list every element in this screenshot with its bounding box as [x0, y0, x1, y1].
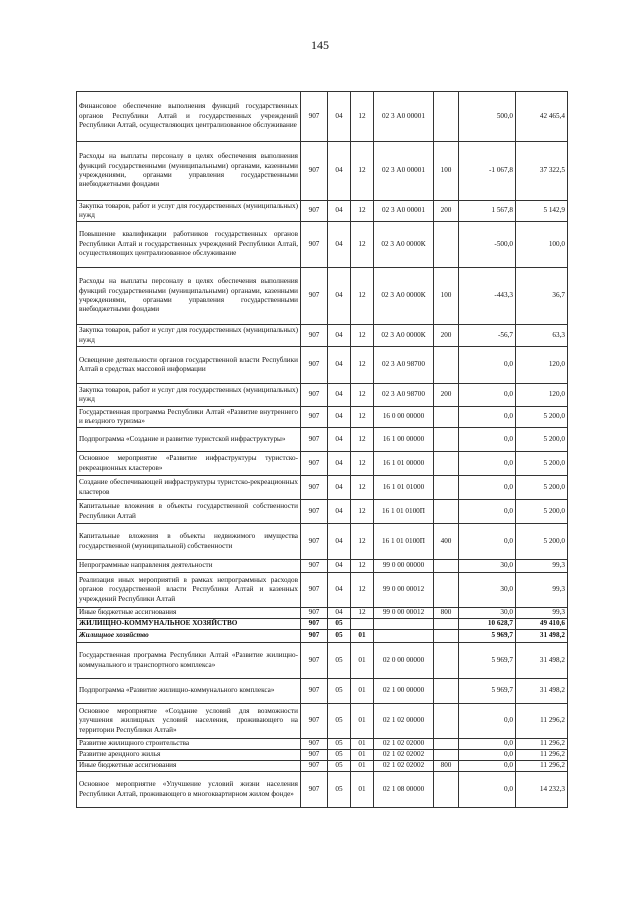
row-target-article: 02 3 А0 00001 — [374, 92, 434, 142]
row-name: Основное мероприятие «Развитие инфраструктуры туристско-рекреационных кластеров» — [77, 452, 301, 476]
row-expense-type — [434, 619, 459, 630]
row-total-amount: 5 200,0 — [516, 452, 568, 476]
row-change-amount: 0,0 — [459, 750, 516, 761]
row-subsection-code: 01 — [351, 630, 374, 643]
row-section-code: 05 — [328, 630, 351, 643]
row-section-code: 04 — [328, 222, 351, 268]
row-change-amount: -500,0 — [459, 222, 516, 268]
row-expense-type — [434, 452, 459, 476]
row-name: Расходы на выплаты персоналу в целях обеспечения выполнения функций государственными (муниципальными) органами, казенными учреждениями, органами управления государственными внебюджетными фондами — [77, 142, 301, 201]
row-name: Расходы на выплаты персоналу в целях обеспечения выполнения функций государственными (муниципальными) органами, казенными учреждениями, органами управления государственными внебюджетными фондами — [77, 268, 301, 325]
row-name: Создание обеспечивающей инфраструктуры туристско-рекреационных кластеров — [77, 476, 301, 500]
row-target-article: 99 0 00 00012 — [374, 608, 434, 619]
row-ved-code: 907 — [301, 268, 328, 325]
row-section-code: 04 — [328, 384, 351, 407]
row-total-amount: 5 200,0 — [516, 500, 568, 524]
row-subsection-code: 12 — [351, 407, 374, 428]
row-target-article: 02 3 А0 00001 — [374, 142, 434, 201]
row-target-article: 02 1 02 00000 — [374, 704, 434, 739]
row-expense-type — [434, 739, 459, 750]
row-total-amount: 11 296,2 — [516, 739, 568, 750]
row-ved-code: 907 — [301, 560, 328, 573]
row-total-amount: 5 200,0 — [516, 407, 568, 428]
row-subsection-code: 12 — [351, 92, 374, 142]
row-change-amount: 0,0 — [459, 772, 516, 808]
row-total-amount: 99,3 — [516, 560, 568, 573]
row-change-amount: 0,0 — [459, 761, 516, 772]
row-subsection-code: 12 — [351, 347, 374, 384]
row-expense-type: 800 — [434, 761, 459, 772]
row-total-amount: 42 465,4 — [516, 92, 568, 142]
row-total-amount: 36,7 — [516, 268, 568, 325]
row-change-amount: 0,0 — [459, 347, 516, 384]
row-name: Государственная программа Республики Алтай «Развитие внутреннего и въездного туризма» — [77, 407, 301, 428]
row-change-amount: 10 628,7 — [459, 619, 516, 630]
row-name: Подпрограмма «Развитие жилищно-коммунального комплекса» — [77, 679, 301, 704]
row-ved-code: 907 — [301, 407, 328, 428]
table-row — [77, 428, 568, 452]
row-section-code: 05 — [328, 679, 351, 704]
row-subsection-code — [351, 619, 374, 630]
row-target-article: 02 3 А0 0000К — [374, 268, 434, 325]
row-change-amount: 5 969,7 — [459, 679, 516, 704]
row-total-amount: 100,0 — [516, 222, 568, 268]
row-ved-code: 907 — [301, 573, 328, 608]
row-ved-code: 907 — [301, 761, 328, 772]
row-total-amount: 37 322,5 — [516, 142, 568, 201]
row-change-amount: -1 067,8 — [459, 142, 516, 201]
row-name: ЖИЛИЩНО-КОММУНАЛЬНОЕ ХОЗЯЙСТВО — [77, 619, 301, 630]
row-change-amount: 0,0 — [459, 384, 516, 407]
row-expense-type — [434, 407, 459, 428]
row-change-amount: 0,0 — [459, 476, 516, 500]
row-name: Закупка товаров, работ и услуг для государственных (муниципальных) нужд — [77, 201, 301, 222]
row-name: Иные бюджетные ассигнования — [77, 608, 301, 619]
row-name: Развитие жилищного строительства — [77, 739, 301, 750]
row-name: Капитальные вложения в объекты государственной собственности Республики Алтай — [77, 500, 301, 524]
row-subsection-code: 01 — [351, 739, 374, 750]
table-row — [77, 407, 568, 428]
row-subsection-code: 01 — [351, 750, 374, 761]
row-subsection-code: 12 — [351, 573, 374, 608]
table-row — [77, 630, 568, 643]
row-section-code: 04 — [328, 476, 351, 500]
row-subsection-code: 01 — [351, 761, 374, 772]
row-expense-type — [434, 500, 459, 524]
table-row — [77, 384, 568, 407]
row-name: Основное мероприятие «Улучшение условий жизни населения Республики Алтай, проживающего в многоквартирном жилом фонде» — [77, 772, 301, 808]
row-section-code: 04 — [328, 452, 351, 476]
row-target-article: 02 1 00 00000 — [374, 679, 434, 704]
budget-table — [76, 91, 568, 808]
row-subsection-code: 12 — [351, 428, 374, 452]
row-target-article: 02 1 02 02002 — [374, 750, 434, 761]
row-expense-type: 200 — [434, 384, 459, 407]
row-expense-type — [434, 347, 459, 384]
row-name: Иные бюджетные ассигнования — [77, 761, 301, 772]
row-expense-type: 100 — [434, 268, 459, 325]
row-ved-code: 907 — [301, 325, 328, 347]
table-row — [77, 679, 568, 704]
row-target-article: 16 1 01 00000 — [374, 452, 434, 476]
row-target-article: 02 0 00 00000 — [374, 643, 434, 679]
row-section-code: 04 — [328, 201, 351, 222]
row-change-amount: 0,0 — [459, 428, 516, 452]
row-name: Жилищное хозяйство — [77, 630, 301, 643]
row-target-article: 02 1 08 00000 — [374, 772, 434, 808]
row-ved-code: 907 — [301, 643, 328, 679]
row-expense-type — [434, 560, 459, 573]
row-ved-code: 907 — [301, 704, 328, 739]
budget-table-body — [77, 92, 568, 808]
row-section-code: 05 — [328, 643, 351, 679]
row-total-amount: 5 142,9 — [516, 201, 568, 222]
row-change-amount: 1 567,8 — [459, 201, 516, 222]
row-ved-code: 907 — [301, 750, 328, 761]
row-change-amount: 500,0 — [459, 92, 516, 142]
row-change-amount: 0,0 — [459, 739, 516, 750]
row-subsection-code: 12 — [351, 201, 374, 222]
row-subsection-code: 12 — [351, 325, 374, 347]
row-expense-type — [434, 772, 459, 808]
row-change-amount: 5 969,7 — [459, 643, 516, 679]
row-ved-code: 907 — [301, 452, 328, 476]
row-expense-type — [434, 573, 459, 608]
table-row — [77, 222, 568, 268]
row-expense-type — [434, 476, 459, 500]
table-row — [77, 619, 568, 630]
row-expense-type: 400 — [434, 524, 459, 560]
table-row — [77, 704, 568, 739]
row-section-code: 04 — [328, 428, 351, 452]
row-name: Закупка товаров, работ и услуг для государственных (муниципальных) нужд — [77, 325, 301, 347]
row-change-amount: 5 969,7 — [459, 630, 516, 643]
table-row — [77, 761, 568, 772]
table-row — [77, 347, 568, 384]
row-section-code: 05 — [328, 761, 351, 772]
row-section-code: 05 — [328, 772, 351, 808]
row-change-amount: 30,0 — [459, 560, 516, 573]
row-total-amount: 11 296,2 — [516, 704, 568, 739]
row-section-code: 04 — [328, 325, 351, 347]
row-subsection-code: 01 — [351, 704, 374, 739]
row-total-amount: 31 498,2 — [516, 679, 568, 704]
row-change-amount: 0,0 — [459, 524, 516, 560]
row-ved-code: 907 — [301, 142, 328, 201]
row-target-article: 16 0 00 00000 — [374, 407, 434, 428]
row-expense-type — [434, 428, 459, 452]
row-change-amount: 30,0 — [459, 573, 516, 608]
row-ved-code: 907 — [301, 500, 328, 524]
row-expense-type: 200 — [434, 325, 459, 347]
row-subsection-code: 01 — [351, 772, 374, 808]
row-name: Повышение квалификации работников государственных органов Республики Алтай и государственных учреждений Республики Алтай, осуществляющих централизованное обслуживание — [77, 222, 301, 268]
row-total-amount: 49 410,6 — [516, 619, 568, 630]
row-total-amount: 120,0 — [516, 384, 568, 407]
row-section-code: 04 — [328, 560, 351, 573]
table-row — [77, 739, 568, 750]
row-ved-code: 907 — [301, 428, 328, 452]
row-expense-type — [434, 679, 459, 704]
row-subsection-code: 12 — [351, 500, 374, 524]
row-ved-code: 907 — [301, 679, 328, 704]
row-section-code: 04 — [328, 268, 351, 325]
table-row — [77, 92, 568, 142]
row-name: Непрограммные направления деятельности — [77, 560, 301, 573]
row-section-code: 05 — [328, 704, 351, 739]
row-target-article: 02 3 А0 0000К — [374, 222, 434, 268]
row-total-amount: 11 296,2 — [516, 761, 568, 772]
row-target-article: 02 3 А0 98700 — [374, 347, 434, 384]
row-subsection-code: 12 — [351, 384, 374, 407]
table-row — [77, 325, 568, 347]
row-ved-code: 907 — [301, 347, 328, 384]
table-row — [77, 268, 568, 325]
row-total-amount: 11 296,2 — [516, 750, 568, 761]
row-ved-code: 907 — [301, 222, 328, 268]
row-expense-type — [434, 750, 459, 761]
row-subsection-code: 01 — [351, 679, 374, 704]
row-target-article: 02 3 А0 98700 — [374, 384, 434, 407]
row-target-article — [374, 619, 434, 630]
row-subsection-code: 01 — [351, 643, 374, 679]
row-total-amount: 63,3 — [516, 325, 568, 347]
row-target-article: 02 1 02 02002 — [374, 761, 434, 772]
row-expense-type — [434, 630, 459, 643]
row-target-article: 99 0 00 00012 — [374, 573, 434, 608]
row-ved-code: 907 — [301, 384, 328, 407]
row-total-amount: 120,0 — [516, 347, 568, 384]
row-name: Освещение деятельности органов государственной власти Республики Алтай в средствах массовой информации — [77, 347, 301, 384]
row-expense-type — [434, 222, 459, 268]
row-target-article: 16 1 01 0100П — [374, 500, 434, 524]
row-ved-code: 907 — [301, 92, 328, 142]
row-section-code: 04 — [328, 608, 351, 619]
row-section-code: 04 — [328, 347, 351, 384]
row-section-code: 04 — [328, 407, 351, 428]
row-ved-code: 907 — [301, 739, 328, 750]
row-subsection-code: 12 — [351, 476, 374, 500]
row-name: Основное мероприятие «Создание условий для возможности улучшения жилищных условий населения, проживающего на территории Республики Алтай» — [77, 704, 301, 739]
row-subsection-code: 12 — [351, 524, 374, 560]
row-expense-type: 100 — [434, 142, 459, 201]
row-name: Реализация иных мероприятий в рамках непрограммных расходов органов государственной власти Республики Алтай и казенных учреждений Республики Алтай — [77, 573, 301, 608]
row-name: Закупка товаров, работ и услуг для государственных (муниципальных) нужд — [77, 384, 301, 407]
row-ved-code: 907 — [301, 772, 328, 808]
row-change-amount: 0,0 — [459, 500, 516, 524]
row-target-article: 16 1 00 00000 — [374, 428, 434, 452]
row-total-amount: 99,3 — [516, 573, 568, 608]
row-subsection-code: 12 — [351, 608, 374, 619]
row-name: Капитальные вложения в объекты недвижимого имущества государственной (муниципальной) собственности — [77, 524, 301, 560]
row-expense-type: 800 — [434, 608, 459, 619]
row-target-article: 16 1 01 0100П — [374, 524, 434, 560]
row-subsection-code: 12 — [351, 222, 374, 268]
row-ved-code: 907 — [301, 201, 328, 222]
row-total-amount: 31 498,2 — [516, 630, 568, 643]
row-total-amount: 14 232,3 — [516, 772, 568, 808]
row-target-article: 02 3 А0 00001 — [374, 201, 434, 222]
row-change-amount: 0,0 — [459, 452, 516, 476]
row-target-article: 99 0 00 00000 — [374, 560, 434, 573]
table-row — [77, 476, 568, 500]
row-change-amount: 0,0 — [459, 407, 516, 428]
row-section-code: 05 — [328, 619, 351, 630]
row-target-article — [374, 630, 434, 643]
row-ved-code: 907 — [301, 524, 328, 560]
table-row — [77, 452, 568, 476]
row-ved-code: 907 — [301, 608, 328, 619]
row-total-amount: 5 200,0 — [516, 476, 568, 500]
table-row — [77, 500, 568, 524]
row-ved-code: 907 — [301, 619, 328, 630]
row-target-article: 16 1 01 01000 — [374, 476, 434, 500]
row-total-amount: 31 498,2 — [516, 643, 568, 679]
row-change-amount: 0,0 — [459, 704, 516, 739]
row-section-code: 05 — [328, 739, 351, 750]
row-subsection-code: 12 — [351, 560, 374, 573]
row-change-amount: 30,0 — [459, 608, 516, 619]
row-subsection-code: 12 — [351, 452, 374, 476]
table-row — [77, 772, 568, 808]
row-name: Развитие арендного жилья — [77, 750, 301, 761]
row-total-amount: 99,3 — [516, 608, 568, 619]
row-target-article: 02 1 02 02000 — [374, 739, 434, 750]
row-expense-type — [434, 643, 459, 679]
row-total-amount: 5 200,0 — [516, 428, 568, 452]
row-section-code: 04 — [328, 142, 351, 201]
table-row — [77, 643, 568, 679]
row-change-amount: -56,7 — [459, 325, 516, 347]
row-name: Подпрограмма «Создание и развитие туристской инфраструктуры» — [77, 428, 301, 452]
row-ved-code: 907 — [301, 630, 328, 643]
row-section-code: 04 — [328, 500, 351, 524]
row-subsection-code: 12 — [351, 268, 374, 325]
table-row — [77, 750, 568, 761]
table-row — [77, 201, 568, 222]
row-section-code: 04 — [328, 573, 351, 608]
row-name: Государственная программа Республики Алтай «Развитие жилищно-коммунального и транспортного комплекса» — [77, 643, 301, 679]
row-name: Финансовое обеспечение выполнения функций государственных органов Республики Алтай и государственных учреждений Республики Алтай, осуществляющих централизованное обслуживание — [77, 92, 301, 142]
row-ved-code: 907 — [301, 476, 328, 500]
table-row — [77, 608, 568, 619]
table-row — [77, 524, 568, 560]
row-expense-type — [434, 92, 459, 142]
table-row — [77, 560, 568, 573]
row-subsection-code: 12 — [351, 142, 374, 201]
table-row — [77, 573, 568, 608]
row-section-code: 04 — [328, 524, 351, 560]
row-change-amount: -443,3 — [459, 268, 516, 325]
row-expense-type: 200 — [434, 201, 459, 222]
page-number: 145 — [311, 38, 329, 52]
row-expense-type — [434, 704, 459, 739]
table-row — [77, 142, 568, 201]
row-section-code: 05 — [328, 750, 351, 761]
row-section-code: 04 — [328, 92, 351, 142]
row-total-amount: 5 200,0 — [516, 524, 568, 560]
row-target-article: 02 3 А0 0000К — [374, 325, 434, 347]
